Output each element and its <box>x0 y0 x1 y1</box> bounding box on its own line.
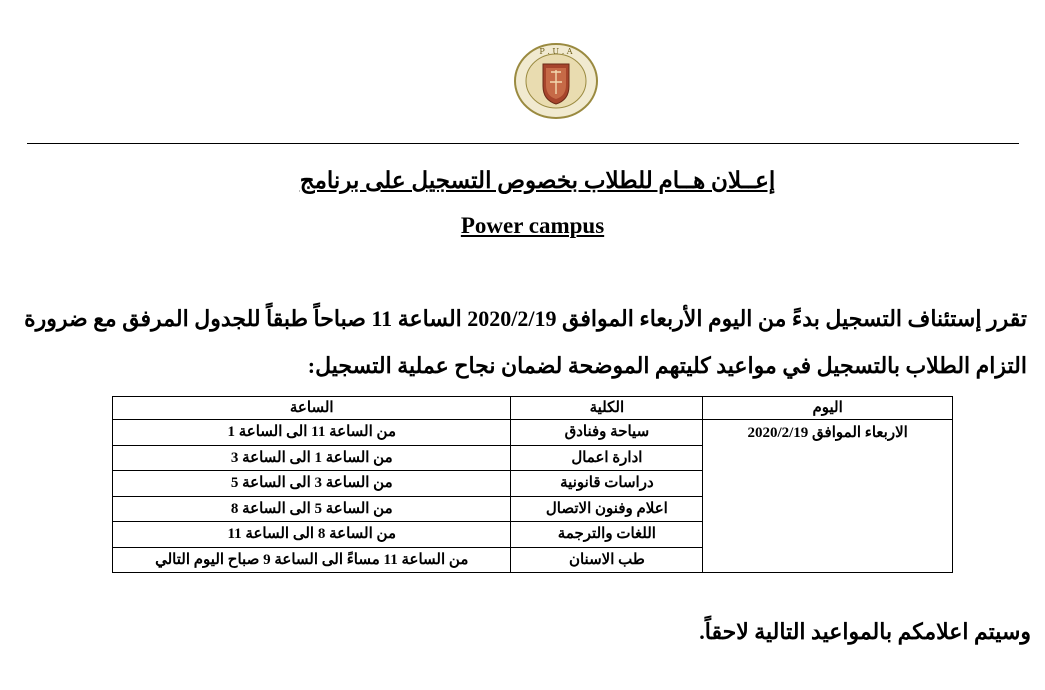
closing-note: وسيتم اعلامكم بالمواعيد التالية لاحقاً. <box>699 619 1031 644</box>
header-faculty: الكلية <box>511 397 703 420</box>
faculty-cell: دراسات قانونية <box>511 471 703 497</box>
header-divider <box>27 143 1019 144</box>
program-name: Power campus <box>460 213 605 238</box>
time-cell: من الساعة 8 الى الساعة 11 <box>113 522 511 548</box>
faculty-cell: اعلام وفنون الاتصال <box>511 496 703 522</box>
logo-top-text: P . U . A <box>539 47 573 56</box>
announcement-title: إعــلان هــام للطلاب بخصوص التسجيل على برنامج <box>299 168 776 193</box>
university-seal-icon <box>513 42 599 120</box>
faculty-cell: اللغات والترجمة <box>511 522 703 548</box>
time-cell: من الساعة 11 الى الساعة 1 <box>113 420 511 446</box>
header-time: الساعة <box>113 397 511 420</box>
header-day: اليوم <box>703 397 953 420</box>
faculty-cell: سياحة وفنادق <box>511 420 703 446</box>
time-cell: من الساعة 3 الى الساعة 5 <box>113 471 511 497</box>
table-header-row <box>113 397 953 420</box>
schedule-day: الاربعاء الموافق 2020/2/19 <box>703 420 953 573</box>
table-row <box>113 420 953 446</box>
announcement-paragraph-line-1: تقرر إستئناف التسجيل بدءً من اليوم الأربعاء الموافق 2020/2/19 الساعة 11 صباحاً طبقاً للجدول المرفق مع ضرورة <box>24 306 1027 331</box>
registration-schedule-table <box>112 396 953 573</box>
faculty-cell: طب الاسنان <box>511 547 703 573</box>
time-cell: من الساعة 11 مساءً الى الساعة 9 صباح اليوم التالي <box>113 547 511 573</box>
announcement-paragraph-line-2: التزام الطلاب بالتسجيل في مواعيد كليتهم الموضحة لضمان نجاح عملية التسجيل: <box>307 353 1027 378</box>
faculty-cell: ادارة اعمال <box>511 445 703 471</box>
time-cell: من الساعة 1 الى الساعة 3 <box>113 445 511 471</box>
time-cell: من الساعة 5 الى الساعة 8 <box>113 496 511 522</box>
university-logo <box>513 42 599 120</box>
